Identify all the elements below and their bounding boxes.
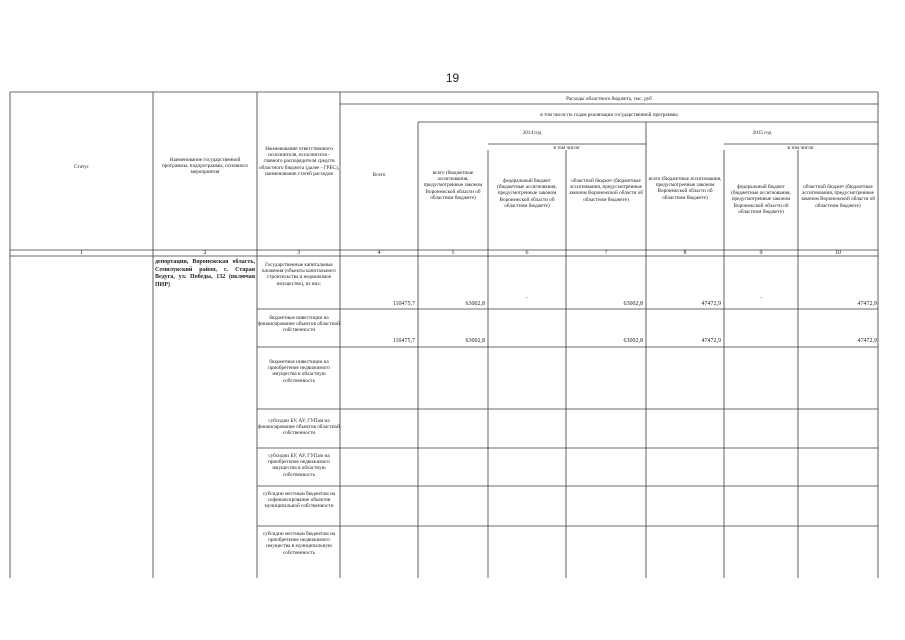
row-label-budget-investments-property: бюджетные инвестиции на приобретение недвижимого имущества в областную собственность	[268, 359, 330, 384]
column-number-3: 3	[297, 250, 300, 256]
column-number-7: 7	[604, 250, 608, 256]
regional-2015-header: областной бюджет (бюджетные ассигнования, предусмотренные законом Воронежской области об областном бюджете)	[801, 184, 875, 209]
including-2015-label: в том числе:	[787, 145, 815, 151]
including-2014-label: в том числе:	[553, 145, 581, 151]
column-number-5: 5	[451, 250, 455, 256]
row-label-capital-investments: Государственные капитальные вложения (объекты капитального строительства и недвижимое имущество), из них:	[262, 262, 336, 287]
row-label-local-subsidies-objects: субсидии местным бюджетам на софинансирование объектов муниципальной собственности	[262, 491, 336, 510]
row1-all-2015: 47472,9	[701, 301, 721, 307]
row2-total: 110475,7	[392, 338, 415, 344]
row2-all-2015: 47472,9	[701, 338, 721, 344]
row1-federal-2014: -	[526, 295, 528, 301]
year-2015-header: 2015 год	[752, 130, 772, 136]
program-name-header: Наименование государственной программы, подпрограммы, основного мероприятия	[162, 157, 248, 176]
federal-2015-header: федеральный бюджет (бюджетные ассигнования, предусмотренные законом Воронежской области об областном бюджете)	[731, 184, 791, 215]
expenses-header: Расходы областного бюджета, тыс. руб	[566, 96, 652, 102]
status-header: Статус	[74, 164, 89, 170]
row2-regional-2015: 47472,9	[857, 338, 877, 344]
column-number-9: 9	[759, 250, 763, 256]
row-label-subsidies-property: субсидии БУ, АУ, ГУПам на приобретение недвижимого имущества в областную собственность	[268, 453, 330, 478]
page-number: 19	[445, 71, 460, 85]
row-label-subsidies-objects: субсидии БУ, АУ, ГУПам на финансирование объектов областной собственности	[258, 418, 340, 437]
row-label-local-subsidies-property: субсидии местным бюджетам на приобретение недвижимого имущества в муниципальную собственность	[262, 531, 336, 556]
regional-2014-header: областной бюджет (бюджетные ассигнования, предусмотренные законом Воронежской области об областном бюджете)	[569, 178, 643, 203]
column-number-4: 4	[377, 250, 381, 256]
federal-2014-header: федеральный бюджет (бюджетные ассигнования, предусмотренные законом Воронежской области об областном бюджете)	[497, 178, 557, 209]
row1-federal-2015: -	[760, 295, 762, 301]
column-number-1: 1	[80, 250, 83, 256]
row2-regional-2014: 63002,8	[623, 338, 643, 344]
year-2014-header: 2014 год	[522, 130, 542, 136]
all-2014-header: всего (бюджетные ассигнования, предусмотренные законом Воронежской области об областном бюджете)	[423, 170, 483, 201]
executor-header: Наименование ответственного исполнителя, исполнителя - главного распорядителя средств областного бюджета (далее - ГРБС), наименование статей расходов	[258, 146, 339, 177]
program-name-cell: депортации, Воронежская область, Семилукский район, с. Старая Ведуга, ул. Победы, 132 (включая ПИР)	[155, 259, 255, 288]
column-number-6: 6	[525, 250, 529, 256]
row2-all-2014: 63002,8	[465, 338, 485, 344]
row1-total: 110475,7	[392, 301, 415, 307]
total-header: Всего	[372, 172, 386, 178]
row1-regional-2015: 47472,9	[857, 301, 877, 307]
column-number-8: 8	[683, 250, 687, 256]
column-number-2: 2	[203, 250, 207, 256]
row-label-budget-investments-objects: бюджетные инвестиции на финансирование объектов областной собственности	[258, 315, 340, 334]
row1-all-2014: 63002,8	[465, 301, 485, 307]
all-2015-header: всего (бюджетные ассигнования, предусмотренные законом Воронежской области об областном бюджете)	[648, 176, 722, 201]
column-number-10: 10	[835, 250, 841, 256]
by-years-header: в том числе по годам реализации государственной программы	[540, 112, 678, 118]
row1-regional-2014: 63002,8	[623, 301, 643, 307]
